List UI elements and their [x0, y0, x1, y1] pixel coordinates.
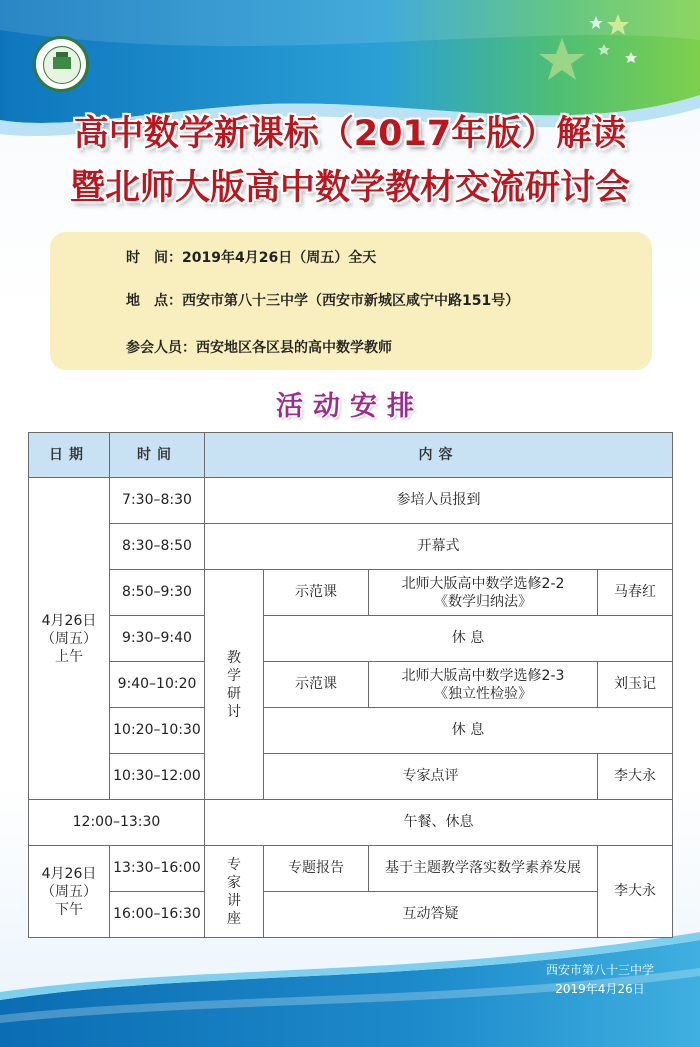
speaker-cell: 李大永: [597, 845, 673, 938]
group-char: 讨: [227, 703, 241, 720]
group-char: 专: [227, 856, 241, 873]
content-cell: 午餐、休息: [204, 799, 673, 846]
lesson-title: 《数学归纳法》: [434, 593, 532, 610]
group-char: 家: [227, 874, 241, 891]
content-cell: 基于主题教学落实数学素养发展: [368, 845, 598, 892]
date-line: 4月26日: [41, 865, 97, 882]
content-cell: 休 息: [263, 615, 673, 662]
time-cell: 7:30–8:30: [109, 477, 205, 524]
content-cell: 互动答疑: [263, 891, 598, 938]
type-cell: 专题报告: [263, 845, 369, 892]
time-cell: 12:00–13:30: [28, 799, 205, 846]
type-cell: 示范课: [263, 569, 369, 616]
title-line-2: 暨北师大版高中数学教材交流研讨会: [69, 168, 630, 208]
group-teaching-research: [204, 569, 264, 800]
course-name: 北师大版高中数学选修2-2: [401, 575, 565, 592]
time-cell: 13:30–16:00: [109, 845, 205, 892]
header-date: 日期: [28, 432, 110, 478]
period-line: 下午: [55, 901, 83, 918]
schedule-title: 活动安排: [276, 391, 424, 422]
school-logo: [33, 36, 89, 92]
info-place: 地 点：西安市第八十三中学（西安市新城区咸宁中路151号）: [126, 293, 520, 309]
speaker-cell: 刘玉记: [597, 661, 673, 708]
footer-school: 西安市第八十三中学: [545, 963, 654, 977]
schedule-table: [28, 432, 673, 938]
weekday-line: （周五）: [41, 883, 97, 900]
weekday-line: （周五）: [41, 630, 97, 647]
time-cell: 8:30–8:50: [109, 523, 205, 570]
course-name: 北师大版高中数学选修2-3: [401, 667, 565, 684]
header-time: 时间: [109, 432, 205, 478]
morning-date-cell: [28, 477, 110, 800]
group-char: 教: [227, 649, 241, 666]
group-char: 讲: [227, 892, 241, 909]
group-char: 研: [227, 685, 241, 702]
time-cell: 9:30–9:40: [109, 615, 205, 662]
speaker-cell: 李大永: [597, 753, 673, 800]
header-content: 内容: [204, 432, 673, 478]
time-cell: 10:30–12:00: [109, 753, 205, 800]
time-cell: 9:40–10:20: [109, 661, 205, 708]
time-cell: 16:00–16:30: [109, 891, 205, 938]
lesson-title: 《独立性检验》: [434, 685, 532, 702]
content-cell: [368, 569, 598, 616]
footer-date: 2019年4月26日: [555, 982, 645, 996]
content-cell: 开幕式: [204, 523, 673, 570]
content-cell: 休 息: [263, 707, 673, 754]
time-cell: 10:20–10:30: [109, 707, 205, 754]
content-cell: 专家点评: [263, 753, 598, 800]
speaker-cell: 马春红: [597, 569, 673, 616]
type-cell: 示范课: [263, 661, 369, 708]
group-char: 座: [227, 910, 241, 927]
content-cell: 参培人员报到: [204, 477, 673, 524]
date-line: 4月26日: [41, 612, 97, 629]
group-expert-lecture: [204, 845, 264, 938]
info-time: 时 间：2019年4月26日（周五）全天: [126, 250, 377, 266]
time-cell: 8:50–9:30: [109, 569, 205, 616]
title-line-1: 高中数学新课标（2017年版）解读: [73, 114, 627, 154]
afternoon-date-cell: [28, 845, 110, 938]
content-cell: [368, 661, 598, 708]
info-attendees: 参会人员：西安地区各区县的高中数学教师: [126, 340, 392, 356]
period-line: 上午: [55, 648, 83, 665]
group-char: 学: [227, 667, 241, 684]
